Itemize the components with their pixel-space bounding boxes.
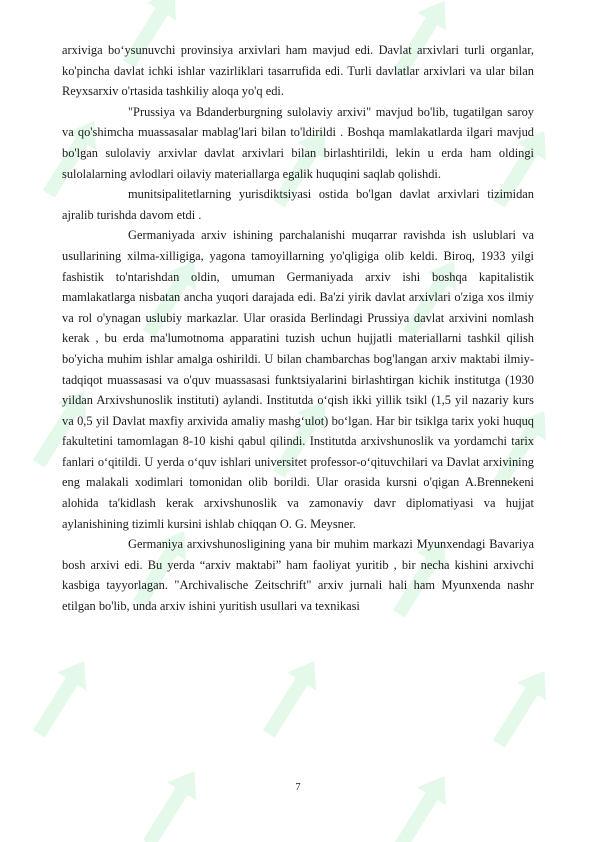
page-number: 7: [295, 782, 301, 793]
paragraph-4: Germaniyada arxiv ishining parchalanishi muqarrar ravishda ish uslublari va usullarining xilma-xilligiga, yagona tamoyillarning yo'qligiga olib keldi. Biroq, 1933 yilgi fashistik to'ntarishdan oldin, umuman Germaniyada arxiv ishi boshqa kapitalistik mamlakatlarga nisbatan ancha yuqori darajada edi. Ba'zi yirik davlat arxivlari o'ziga xos ilmiy va rol o'ynagan uslubiy markazlar. Ular orasida Berlindagi Prussiya davlat arxivini nomlash kerak , bu erda ma'lumotnoma apparatini tuzish uchun hujjatli materiallarni tashkil qilish bo'yicha muhim ishlar amalga oshirildi. U bilan chambarchas bog'langan arxiv maktabi ilmiy-tadqiqot muassasasi va o'quv muassasasi funktsiyalarini birlashtirgan kichik institutga (1930 yildan Arxivshunoslik instituti) aylandi. Institutda o‘qish ikki yillik tsikl (1,5 yil nazariy kurs va 0,5 yil Davlat maxfiy arxivida amaliy mashg‘ulot) bo‘lgan. Har bir tsiklga tarix yoki huquq fakultetini tamomlagan 8-10 kishi qabul qilindi. Institutda arxivshunoslik va yordamchi tarix fanlari o‘qitildi. U yerda o‘quv ishlari universitet professor-o‘qituvchilari va Davlat arxivining eng malakali xodimlari tomonidan olib borildi. Ular orasida kursni o'qigan A.Brennekeni alohida ta'kidlash kerak arxivshunoslik va zamonaviy davr diplomatiyasi va hujjat aylanishining tizimli kursini ishlab chiqqan O. G. Meysner.: [62, 228, 534, 531]
watermark-arrow: [484, 662, 558, 753]
body-text: [62, 40, 534, 617]
paragraph-1: arxiviga bo‘ysunuvchi provinsiya arxivlari ham mavjud edi. Davlat arxivlari turli organlar, ko'pincha davlat ichki ishlar vazirliklari tasarrufida edi. Turli davlatlar arxivlari va ular bilan Reyxsarxiv o'rtasida tashkiliy aloqa yo'q edi.: [62, 43, 534, 99]
paragraph-5: Germaniya arxivshunosligining yana bir muhim markazi Myunxendagi Bavariya bosh arxivi edi. Bu yerda “arxiv maktabi” ham faoliyat yuritib , bir necha kishini arxivchi kasbiga tayyorlagan. "Archivalische Zeitschrift" arxiv jurnali hali ham Myunxenda nashr etilgan bo'lib, unda arxiv ishini yuritish usullari va texnikasi: [62, 537, 534, 614]
watermark-arrow: [384, 767, 458, 842]
watermark-arrow: [254, 652, 328, 743]
watermark-arrow: [134, 762, 208, 842]
paragraph-2: "Prussiya va Bdanderburgning sulolaviy arxivi" mavjud bo'lib, tugatilgan saroy va qo'shimcha muassasalar mablag'lari bilan to'ldirildi . Boshqa mamlakatlarda ilgari mavjud bo'lgan sulolaviy arxivlar davlat arxivlari bilan birlashtirildi, lekin u erda ham oldingi sulolalarning avlodlari oilaviy materiallarga egalik huquqini saqlab qolishdi.: [62, 104, 534, 181]
paragraph-3: munitsipalitetlarning yurisdiktsiyasi ostida bo'lgan davlat arxivlari tizimidan ajralib turishda davom etdi .: [62, 187, 534, 222]
watermark-arrow: [24, 652, 98, 743]
